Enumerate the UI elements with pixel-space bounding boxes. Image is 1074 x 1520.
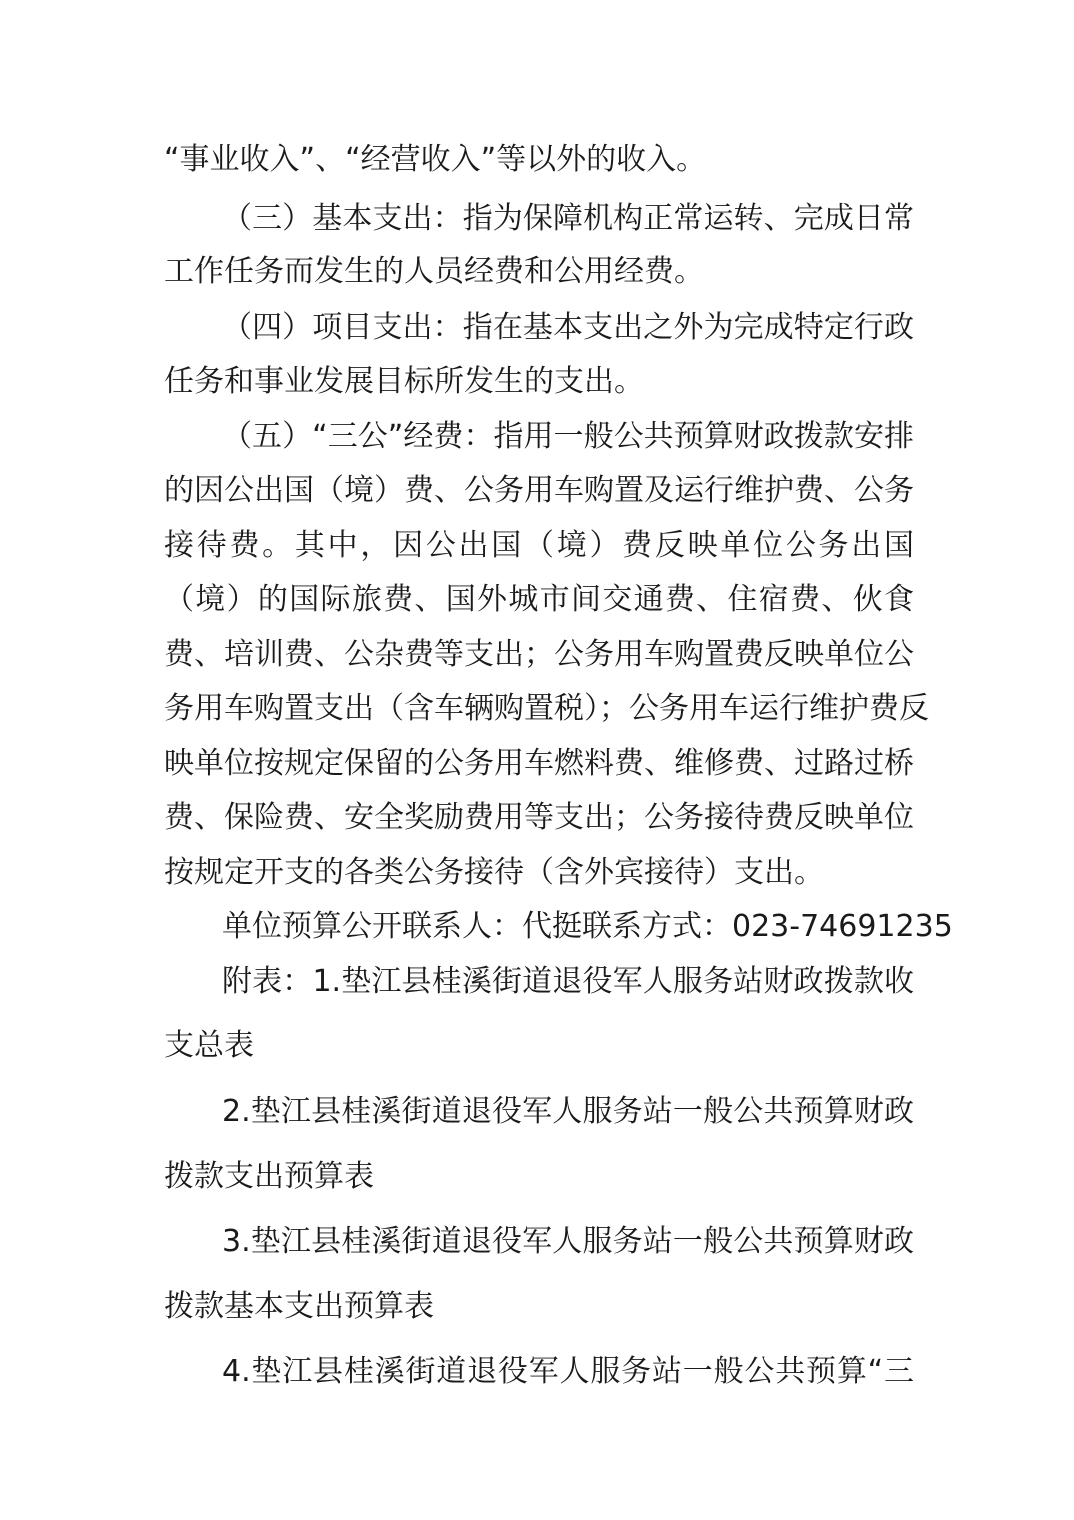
attachment-line: 4.垫江县桂溪街道退役军人服务站一般公共预算“三 (222, 1354, 914, 1389)
attachment-line: 3.垫江县桂溪街道退役军人服务站一般公共预算财政 (222, 1224, 914, 1259)
attachment-line: 拨款基本支出预算表 (164, 1289, 434, 1324)
paragraph-line: （四）项目支出：指在基本支出之外为完成特定行政 (222, 310, 914, 345)
paragraph-line: 工作任务而发生的人员经费和公用经费。 (164, 254, 704, 289)
contact-line: 单位预算公开联系人：代挺联系方式：023-74691235 (222, 909, 953, 944)
paragraph-line: 接待费。其中，因公出国（境）费反映单位公务出国 (164, 528, 914, 563)
paragraph-line: 映单位按规定保留的公务用车燃料费、维修费、过路过桥 (164, 746, 914, 781)
paragraph-line: 的因公出国（境）费、公务用车购置及运行维护费、公务 (164, 473, 914, 508)
paragraph-line: “事业收入”、“经营收入”等以外的收入。 (164, 142, 707, 177)
attachment-line: 附表：1.垫江县桂溪街道退役军人服务站财政拨款收 (222, 964, 914, 999)
paragraph-line: （境）的国际旅费、国外城市间交通费、住宿费、伙食 (164, 582, 914, 617)
paragraph-line: 按规定开支的各类公务接待（含外宾接待）支出。 (164, 855, 824, 890)
attachment-line: 拨款支出预算表 (164, 1159, 374, 1194)
paragraph-line: （三）基本支出：指为保障机构正常运转、完成日常 (222, 201, 914, 236)
paragraph-line: 任务和事业发展目标所发生的支出。 (164, 364, 644, 399)
paragraph-line: （五）“三公”经费：指用一般公共预算财政拨款安排 (222, 419, 914, 454)
attachment-line: 2.垫江县桂溪街道退役军人服务站一般公共预算财政 (222, 1094, 914, 1129)
paragraph-line: 费、培训费、公杂费等支出；公务用车购置费反映单位公 (164, 637, 914, 672)
paragraph-line: 费、保险费、安全奖励费用等支出；公务接待费反映单位 (164, 800, 914, 835)
paragraph-line: 务用车购置支出（含车辆购置税）；公务用车运行维护费反 (164, 691, 929, 726)
attachment-line: 支总表 (164, 1028, 254, 1063)
